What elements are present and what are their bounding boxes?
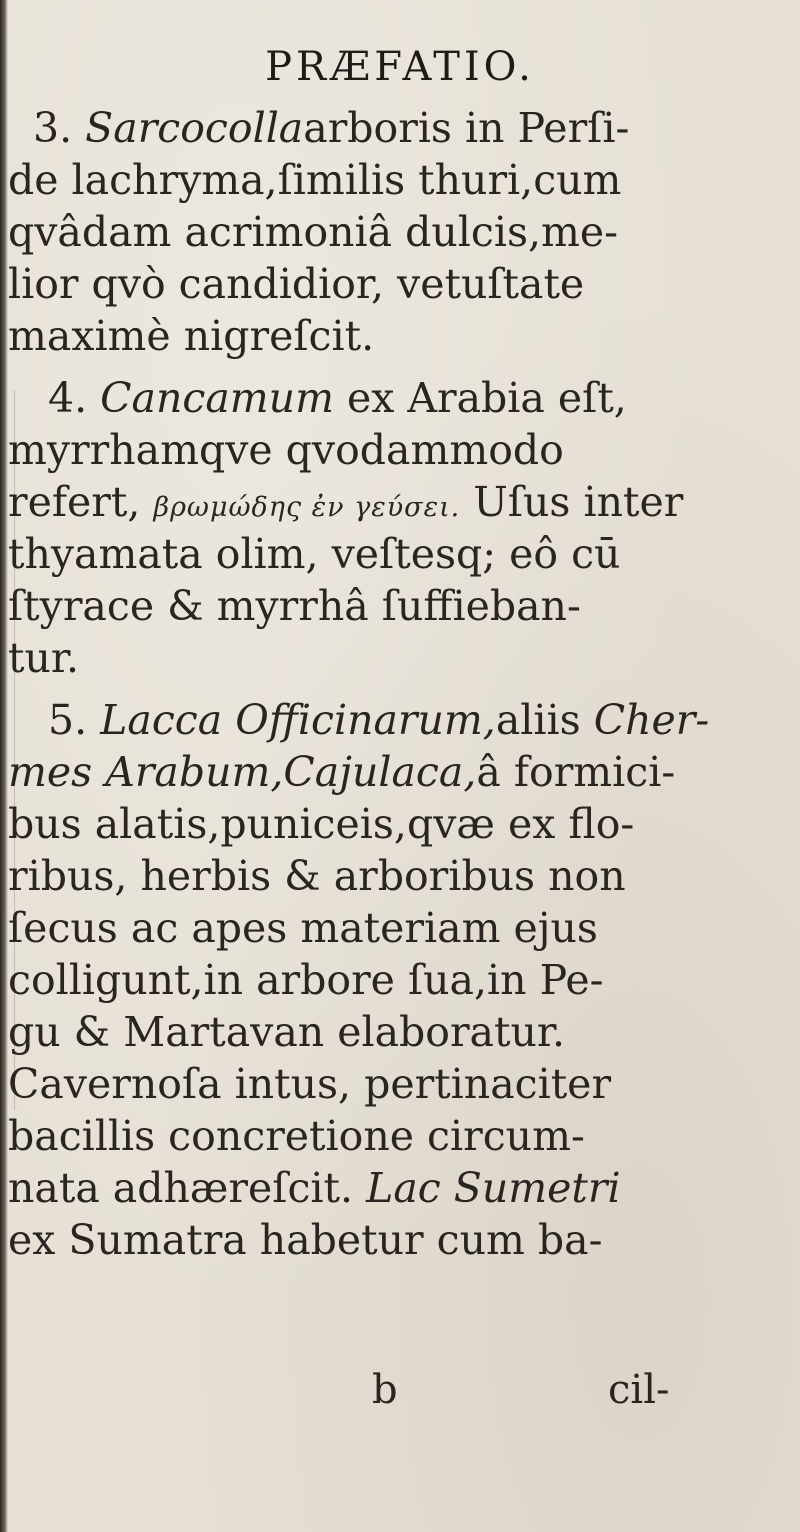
line-text: tur. — [8, 634, 80, 682]
text-line-6 — [8, 372, 800, 424]
page-gutter-shadow — [0, 0, 8, 1532]
line-text: bacillis concretione circum- — [8, 1112, 585, 1160]
line-text: ribus, herbis & arboribus non — [8, 852, 626, 900]
paragraph-number: 4. — [48, 374, 101, 422]
line-text: ſtyrace & myrrhâ ſuffieban- — [8, 582, 581, 630]
text-line-3 — [8, 206, 798, 258]
text-line-18 — [8, 1006, 798, 1058]
text-line-9 — [8, 528, 798, 580]
line-text: gu & Martavan elaboratur. — [8, 1008, 566, 1056]
text-line-2 — [8, 154, 798, 206]
line-text: maximè nigreſcit. — [8, 312, 375, 360]
term-sarcocolla: Sarcocolla — [85, 104, 304, 152]
text-line-7 — [8, 424, 798, 476]
line-text: Uſus inter — [460, 478, 684, 526]
term-cancamum: Cancamum — [100, 374, 334, 422]
paragraph-number: 5. — [48, 696, 101, 744]
text-line-11 — [8, 632, 798, 684]
text-line-4 — [8, 258, 798, 310]
text-line-21 — [8, 1162, 798, 1214]
text-line-14 — [8, 798, 798, 850]
text-line-17 — [8, 954, 798, 1006]
text-line-1 — [8, 102, 800, 154]
line-text: â formici- — [476, 748, 676, 796]
line-text: arboris in Perſi- — [303, 104, 630, 152]
running-header: PRÆFATIO. — [265, 44, 535, 90]
term-chermes: Cher- — [593, 696, 710, 744]
signature-mark: b — [372, 1367, 398, 1413]
text-line-8 — [8, 476, 798, 528]
text-line-20 — [8, 1110, 798, 1162]
text-line-19 — [8, 1058, 798, 1110]
line-text: ſecus ac apes materiam ejus — [8, 904, 598, 952]
line-text: ex Sumatra habetur cum ba- — [8, 1216, 603, 1264]
line-text: ex Arabia eſt, — [333, 374, 627, 422]
paragraph-number: 3. — [33, 104, 86, 152]
term-lacca: Lacca Officinarum, — [100, 696, 496, 744]
line-text: Cavernoſa intus, pertinaciter — [8, 1060, 612, 1108]
term-lac-sumetri: Lac Sumetri — [366, 1164, 621, 1212]
line-text: myrrhamqve qvodammodo — [8, 426, 564, 474]
text-line-13 — [8, 746, 798, 798]
line-text: aliis — [495, 696, 594, 744]
text-line-12 — [8, 694, 800, 746]
term-arabum: mes Arabum,Cajulaca, — [8, 748, 477, 796]
line-text: nata adhæreſcit. — [8, 1164, 367, 1212]
catchword: cil- — [608, 1367, 670, 1413]
text-line-5 — [8, 310, 798, 362]
line-text: refert, — [8, 478, 154, 526]
text-line-15 — [8, 850, 798, 902]
line-text: qvâdam acrimoniâ dulcis,me- — [8, 208, 619, 256]
line-text: bus alatis,puniceis,qvæ ex flo- — [8, 800, 635, 848]
text-line-16 — [8, 902, 798, 954]
text-line-22 — [8, 1214, 798, 1266]
line-text: colligunt,in arbore ſua,in Pe- — [8, 956, 604, 1004]
text-line-10 — [8, 580, 798, 632]
line-text: thyamata olim, veſtesq; eô cū — [8, 530, 621, 578]
line-text: lior qvò candidior, vetuſtate — [8, 260, 585, 308]
greek-phrase: βρωμώδης ἐν γεύσει. — [153, 492, 461, 523]
line-text: de lachryma,ſimilis thuri,cum — [8, 156, 622, 204]
